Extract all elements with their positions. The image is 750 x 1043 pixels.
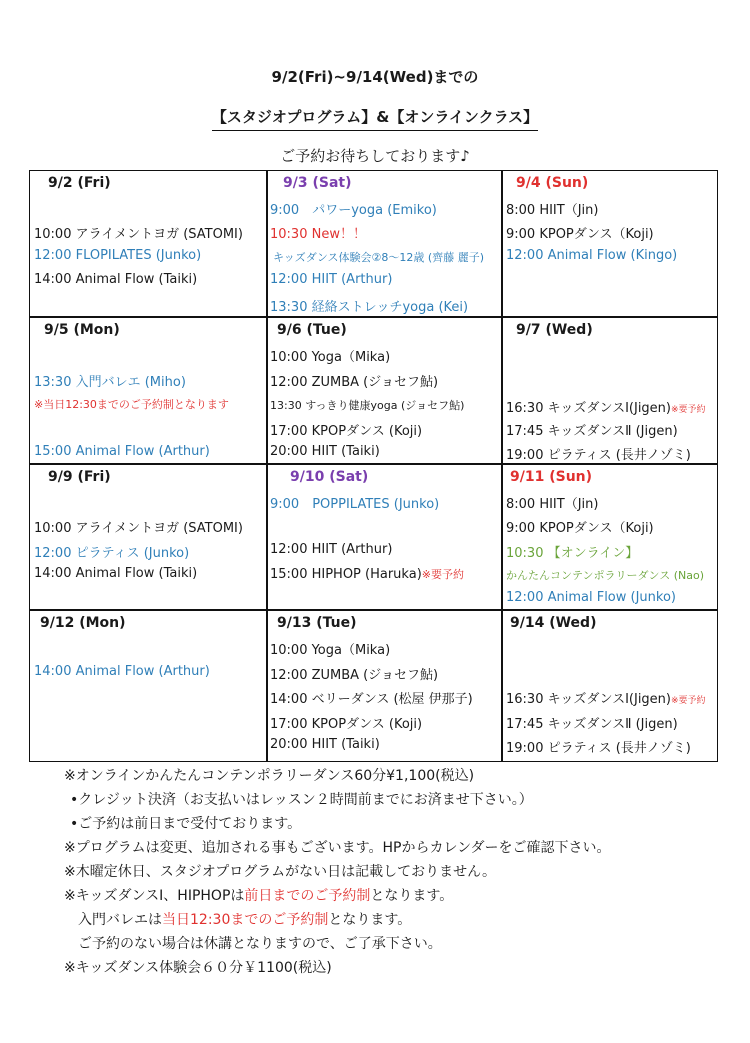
reservation-note: ※当日12:30までのご予約制となります [34,398,229,411]
class-entry: 10:00 Yoga（Mika) [270,350,391,365]
day-date: 9/14 (Wed) [510,615,597,631]
row-divider [30,316,717,318]
class-entry: 14:00 ベリーダンス (松屋 伊那子) [270,692,473,707]
class-entry: 14:00 Animal Flow (Arthur) [34,664,210,679]
row-divider [30,609,717,611]
note-highlight: 当日12:30までのご予約制 [162,912,329,928]
class-entry: 9:00 パワーyoga (Emiko) [270,203,437,218]
programs-heading-text: 【スタジオプログラム】&【オンラインクラス】 [212,108,538,131]
note-reservation-deadline: •ご予約は前日まで受付ております。 [70,816,302,832]
class-entry: 17:00 KPOPダンス (Koji) [270,424,423,439]
note-closed-days: ※木曜定休日、スタジオプログラムがない日は記載しておりません。 [64,864,497,880]
day-date: 9/5 (Mon) [44,322,120,338]
note-text: となります。 [370,888,454,904]
day-date: 9/3 (Sat) [283,175,352,191]
class-entry: 17:00 KPOPダンス (Koji) [270,717,423,732]
note-credit-payment: •クレジット決済（お支払いはレッスン２時間前までにお済ませ下さい。） [70,792,533,808]
class-entry: 19:00 ピラティス (長井ノゾミ) [506,741,691,756]
class-entry: 15:00 Animal Flow (Arthur) [34,444,210,459]
class-entry: 9:00 POPPILATES (Junko) [270,497,440,512]
day-date: 9/11 (Sun) [510,469,593,485]
note-ballet-reservation [78,909,411,929]
programs-heading [0,106,750,127]
class-entry: 12:00 ZUMBA (ジョセフ鮎) [270,375,439,390]
class-entry: 9:00 KPOPダンス（Koji) [506,521,654,536]
class-entry: 10:00 Yoga（Mika) [270,643,391,658]
day-date: 9/10 (Sat) [290,469,369,485]
class-entry: 12:00 FLOPILATES (Junko) [34,248,202,263]
class-entry: 9:00 KPOPダンス（Koji) [506,227,654,242]
class-entry: 13:30 入門バレエ (Miho) [34,375,186,390]
schedule-grid [29,170,718,762]
note-kids-hiphop-reservation [64,885,453,905]
class-entry: かんたんコンテンポラリーダンス (Nao) [506,569,705,582]
class-entry: 17:45 キッズダンスⅡ (Jigen) [506,424,678,439]
class-entry: 12:00 ZUMBA (ジョセフ鮎) [270,668,439,683]
class-entry [506,397,706,416]
class-entry [270,566,464,582]
note-kids-trial-price: ※キッズダンス体験会６０分￥1100(税込) [64,960,332,976]
class-entry: 8:00 HIIT（Jin) [506,497,599,512]
class-entry: 13:30 すっきり健康yoga (ジョセフ鮎) [270,399,465,412]
day-date: 9/12 (Mon) [40,615,126,631]
class-entry: 17:45 キッズダンスⅡ (Jigen) [506,717,678,732]
class-entry: 14:00 Animal Flow (Taiki) [34,272,198,287]
class-text: 16:30 キッズダンスⅠ(Jigen) [506,401,671,416]
period-heading: 9/2(Fri)~9/14(Wed)までの [271,68,479,86]
day-date: 9/9 (Fri) [48,469,111,485]
row-divider [30,463,717,465]
class-entry: 10:00 アライメントヨガ (SATOMI) [34,227,243,242]
note-highlight: 前日までのご予約制 [244,888,371,904]
note-text: 入門バレエは [78,912,162,928]
day-date: 9/7 (Wed) [516,322,593,338]
reservation-required-note: ※要予約 [671,696,706,706]
class-entry: 12:00 Animal Flow (Kingo) [506,248,678,263]
note-text: となります。 [328,912,412,928]
class-entry: 8:00 HIIT（Jin) [506,203,599,218]
class-text: 16:30 キッズダンスⅠ(Jigen) [506,692,671,707]
class-entry: 14:00 Animal Flow (Taiki) [34,566,198,581]
day-date: 9/13 (Tue) [277,615,357,631]
class-entry: 20:00 HIIT (Taiki) [270,737,380,752]
class-entry: 12:00 ピラティス (Junko) [34,546,190,561]
class-entry: 10:30 【オンライン】 [506,546,639,561]
note-online-price: ※オンラインかんたんコンテンポラリーダンス60分¥1,100(税込) [64,768,475,784]
reservation-required-note: ※要予約 [671,405,706,415]
column-divider [501,171,503,761]
greeting: ご予約お待ちしております♪ [280,147,470,165]
reservation-required-note: ※要予約 [421,568,464,581]
note-text: ※キッズダンスⅠ、HIPHOPは [64,888,245,904]
column-divider [266,171,268,761]
class-entry [506,688,706,707]
class-entry: 13:30 経絡ストレッチyoga (Kei) [270,300,469,315]
day-date: 9/4 (Sun) [516,175,589,191]
class-text: 15:00 HIPHOP (Haruka) [270,567,422,582]
class-entry: 20:00 HIIT (Taiki) [270,444,380,459]
class-entry: キッズダンス体験会②8～12歳 (齊藤 麗子) [273,251,484,264]
day-date: 9/6 (Tue) [277,322,347,338]
class-entry: 10:00 アライメントヨガ (SATOMI) [34,521,243,536]
class-entry: 19:00 ピラティス (長井ノゾミ) [506,448,691,463]
note-cancellation: ご予約のない場合は休講となりますので、ご了承下さい。 [78,936,442,952]
class-entry: 12:00 Animal Flow (Junko) [506,590,676,605]
class-entry: 10:30 New！！ [270,227,366,242]
day-date: 9/2 (Fri) [48,175,111,191]
class-entry: 12:00 HIIT (Arthur) [270,272,393,287]
class-entry: 12:00 HIIT (Arthur) [270,542,393,557]
note-program-changes: ※プログラムは変更、追加される事もございます。HPからカレンダーをご確認下さい。 [64,840,611,856]
